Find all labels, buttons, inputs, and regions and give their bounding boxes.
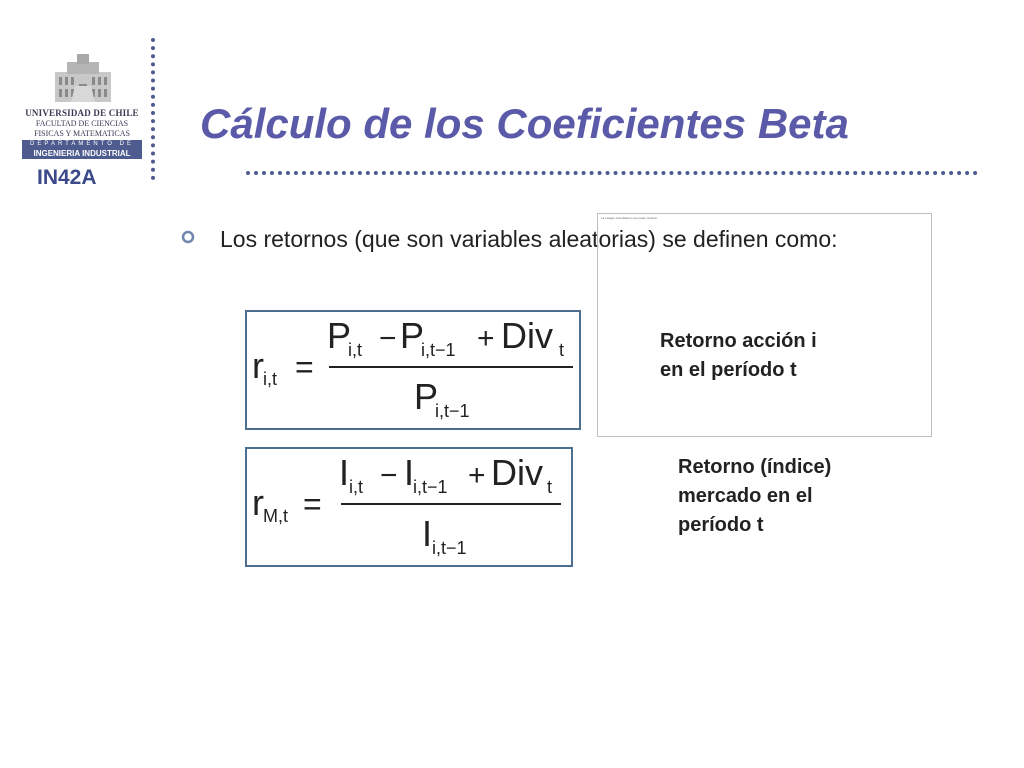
equation-stock-return xyxy=(245,310,581,430)
eq1-den-p: P xyxy=(414,376,439,417)
equation-market-return-svg xyxy=(247,449,571,565)
eq1-num-p2: P xyxy=(400,315,425,356)
eq2-num-minus: − xyxy=(380,459,398,492)
eq1-num-p1: P xyxy=(327,315,352,356)
eq2-den-i: I xyxy=(422,513,433,554)
eq2-num-sub1: i,t xyxy=(349,477,364,497)
stock-return-label-line1: Retorno acción i xyxy=(660,330,817,352)
eq1-lhs-sub: i,t xyxy=(263,369,278,389)
university-name: UNIVERSIDAD DE CHILE xyxy=(25,108,139,118)
market-return-label-line1: Retorno (índice) xyxy=(678,456,832,478)
eq1-lhs: r xyxy=(252,345,264,386)
image-placeholder-caption: La imagen vinculada no se puede mostrar. xyxy=(601,216,658,220)
eq2-num-sub2: i,t−1 xyxy=(413,477,448,497)
faculty-line: FACULTAD DE CIENCIAS xyxy=(35,119,129,128)
eq1-num-minus: − xyxy=(379,322,397,355)
equation-stock-return-svg xyxy=(247,312,579,428)
vertical-dotted-divider xyxy=(151,38,155,180)
horizontal-dotted-divider xyxy=(246,171,978,175)
eq2-den-sub: i,t−1 xyxy=(432,538,467,558)
eq1-num-sub2: i,t−1 xyxy=(421,340,456,360)
faculty-line-2: FISICAS Y MATEMATICAS xyxy=(34,129,130,138)
eq1-num-sub1: i,t xyxy=(348,340,363,360)
market-return-label xyxy=(678,453,908,540)
equation-market-return xyxy=(245,447,573,567)
building-logo-icon xyxy=(55,52,111,102)
department-label: DEPARTAMENTO DE xyxy=(30,141,134,147)
eq2-lhs-sub: M,t xyxy=(263,506,288,526)
eq2-num-sub3: t xyxy=(547,477,553,497)
department-name: INGENIERIA INDUSTRIAL xyxy=(33,149,131,158)
market-return-label-line3: período t xyxy=(678,514,764,536)
course-code: IN42A xyxy=(37,166,97,189)
eq1-num-sub3: t xyxy=(559,340,565,360)
stock-return-label xyxy=(660,327,890,385)
eq2-lhs: r xyxy=(252,482,264,523)
bullet-ring-icon xyxy=(181,230,195,244)
slide-title: Cálculo de los Coeficientes Beta xyxy=(200,100,849,147)
eq2-num-div: Div xyxy=(491,452,543,493)
eq1-den-sub: i,t−1 xyxy=(435,401,470,421)
image-placeholder xyxy=(597,213,932,437)
market-return-label-line2: mercado en el xyxy=(678,485,813,507)
eq1-equals: = xyxy=(295,349,314,385)
eq2-num-plus: + xyxy=(468,459,486,492)
eq1-num-plus: + xyxy=(477,322,495,355)
stock-return-label-line2: en el período t xyxy=(660,359,797,381)
eq2-equals: = xyxy=(303,486,322,522)
eq1-num-div: Div xyxy=(501,315,553,356)
eq2-num-i1: I xyxy=(339,452,350,493)
eq2-num-i2: I xyxy=(404,452,415,493)
bullet-text: Los retornos (que son variables aleatorias) se definen como: xyxy=(220,226,838,252)
